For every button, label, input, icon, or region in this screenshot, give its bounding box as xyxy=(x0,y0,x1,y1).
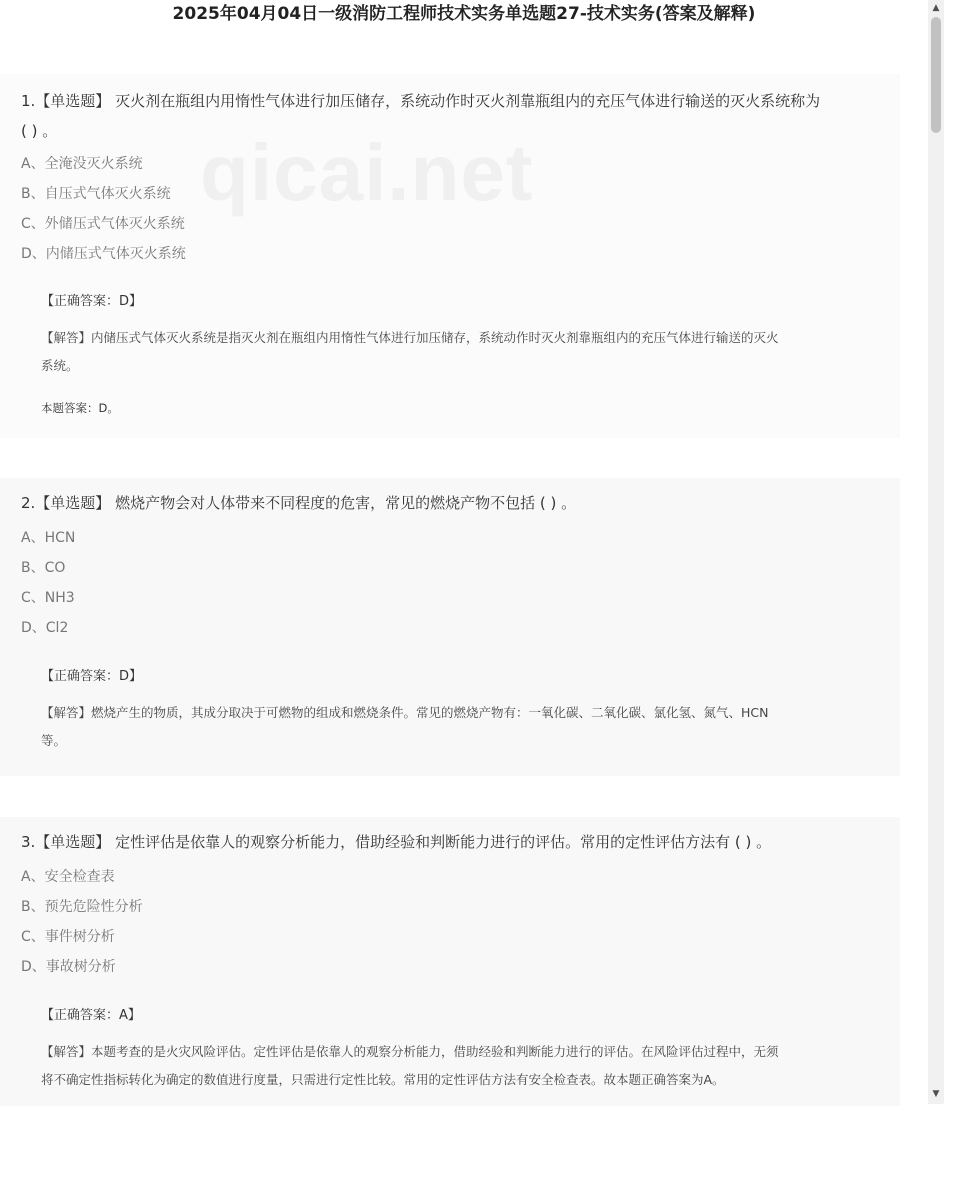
option-a[interactable]: A、HCN xyxy=(21,530,76,546)
page-title: 2025年04月04日一级消防工程师技术实务单选题27-技术实务(答案及解释) xyxy=(172,4,756,24)
question-stem-line: 2.【单选题】 燃烧产物会对人体带来不同程度的危害，常见的燃烧产物不包括 ( ) 。 xyxy=(21,494,577,512)
correct-answer: 【正确答案：D】 xyxy=(41,669,143,684)
explanation xyxy=(41,1038,876,1094)
option-a[interactable]: A、安全检查表 xyxy=(21,869,115,885)
question-stem-line: ( ) 。 xyxy=(21,122,58,140)
question-stem-line: 1.【单选题】 灭火剂在瓶组内用惰性气体进行加压储存，系统动作时灭火剂靠瓶组内的充压气体进行输送的灭火系统称为 xyxy=(21,92,821,110)
question-stem xyxy=(21,488,883,518)
question-stem xyxy=(21,827,883,857)
explanation-line: 【解答】内储压式气体灭火系统是指灭火剂在瓶组内用惰性气体进行加压储存，系统动作时灭火剂靠瓶组内的充压气体进行输送的灭火 xyxy=(41,330,779,345)
final-answer: 本题答案：D。 xyxy=(41,401,119,415)
option-b[interactable]: B、预先危险性分析 xyxy=(21,899,143,915)
option-b[interactable]: B、CO xyxy=(21,560,66,576)
correct-answer: 【正确答案：A】 xyxy=(41,1008,141,1023)
explanation-line: 系统。 xyxy=(41,358,79,373)
option-b[interactable]: B、自压式气体灭火系统 xyxy=(21,186,171,202)
explanation xyxy=(41,324,876,380)
option-c[interactable]: C、外储压式气体灭火系统 xyxy=(21,216,185,232)
question-card-1 xyxy=(0,74,900,438)
option-d[interactable]: D、Cl2 xyxy=(21,620,69,636)
option-c[interactable]: C、事件树分析 xyxy=(21,929,115,945)
scroll-down-icon[interactable]: ▼ xyxy=(932,1089,940,1099)
question-stem xyxy=(21,86,883,146)
option-d[interactable]: D、内储压式气体灭火系统 xyxy=(21,246,186,262)
option-c[interactable]: C、NH3 xyxy=(21,590,75,606)
correct-answer: 【正确答案：D】 xyxy=(41,294,143,309)
explanation-line: 等。 xyxy=(41,733,67,748)
vertical-scrollbar[interactable] xyxy=(928,0,944,1104)
explanation-line: 将不确定性指标转化为确定的数值进行度量，只需进行定性比较。常用的定性评估方法有安全检查表。故本题正确答案为A。 xyxy=(41,1072,725,1087)
explanation-line: 【解答】本题考查的是火灾风险评估。定性评估是依靠人的观察分析能力，借助经验和判断能力进行的评估。在风险评估过程中，无须 xyxy=(41,1044,779,1059)
scroll-up-icon[interactable]: ▲ xyxy=(932,3,940,13)
option-a[interactable]: A、全淹没灭火系统 xyxy=(21,156,143,172)
option-d[interactable]: D、事故树分析 xyxy=(21,959,116,975)
explanation xyxy=(41,699,876,755)
question-stem-line: 3.【单选题】 定性评估是依靠人的观察分析能力，借助经验和判断能力进行的评估。常用的定性评估方法有 ( ) 。 xyxy=(21,833,772,851)
scrollbar-thumb[interactable] xyxy=(931,17,941,133)
question-card-2 xyxy=(0,478,900,776)
explanation-line: 【解答】燃烧产生的物质，其成分取决于可燃物的组成和燃烧条件。常见的燃烧产物有：一氧化碳、二氧化碳、氯化氢、氮气、HCN xyxy=(41,705,769,720)
question-card-3 xyxy=(0,817,900,1106)
